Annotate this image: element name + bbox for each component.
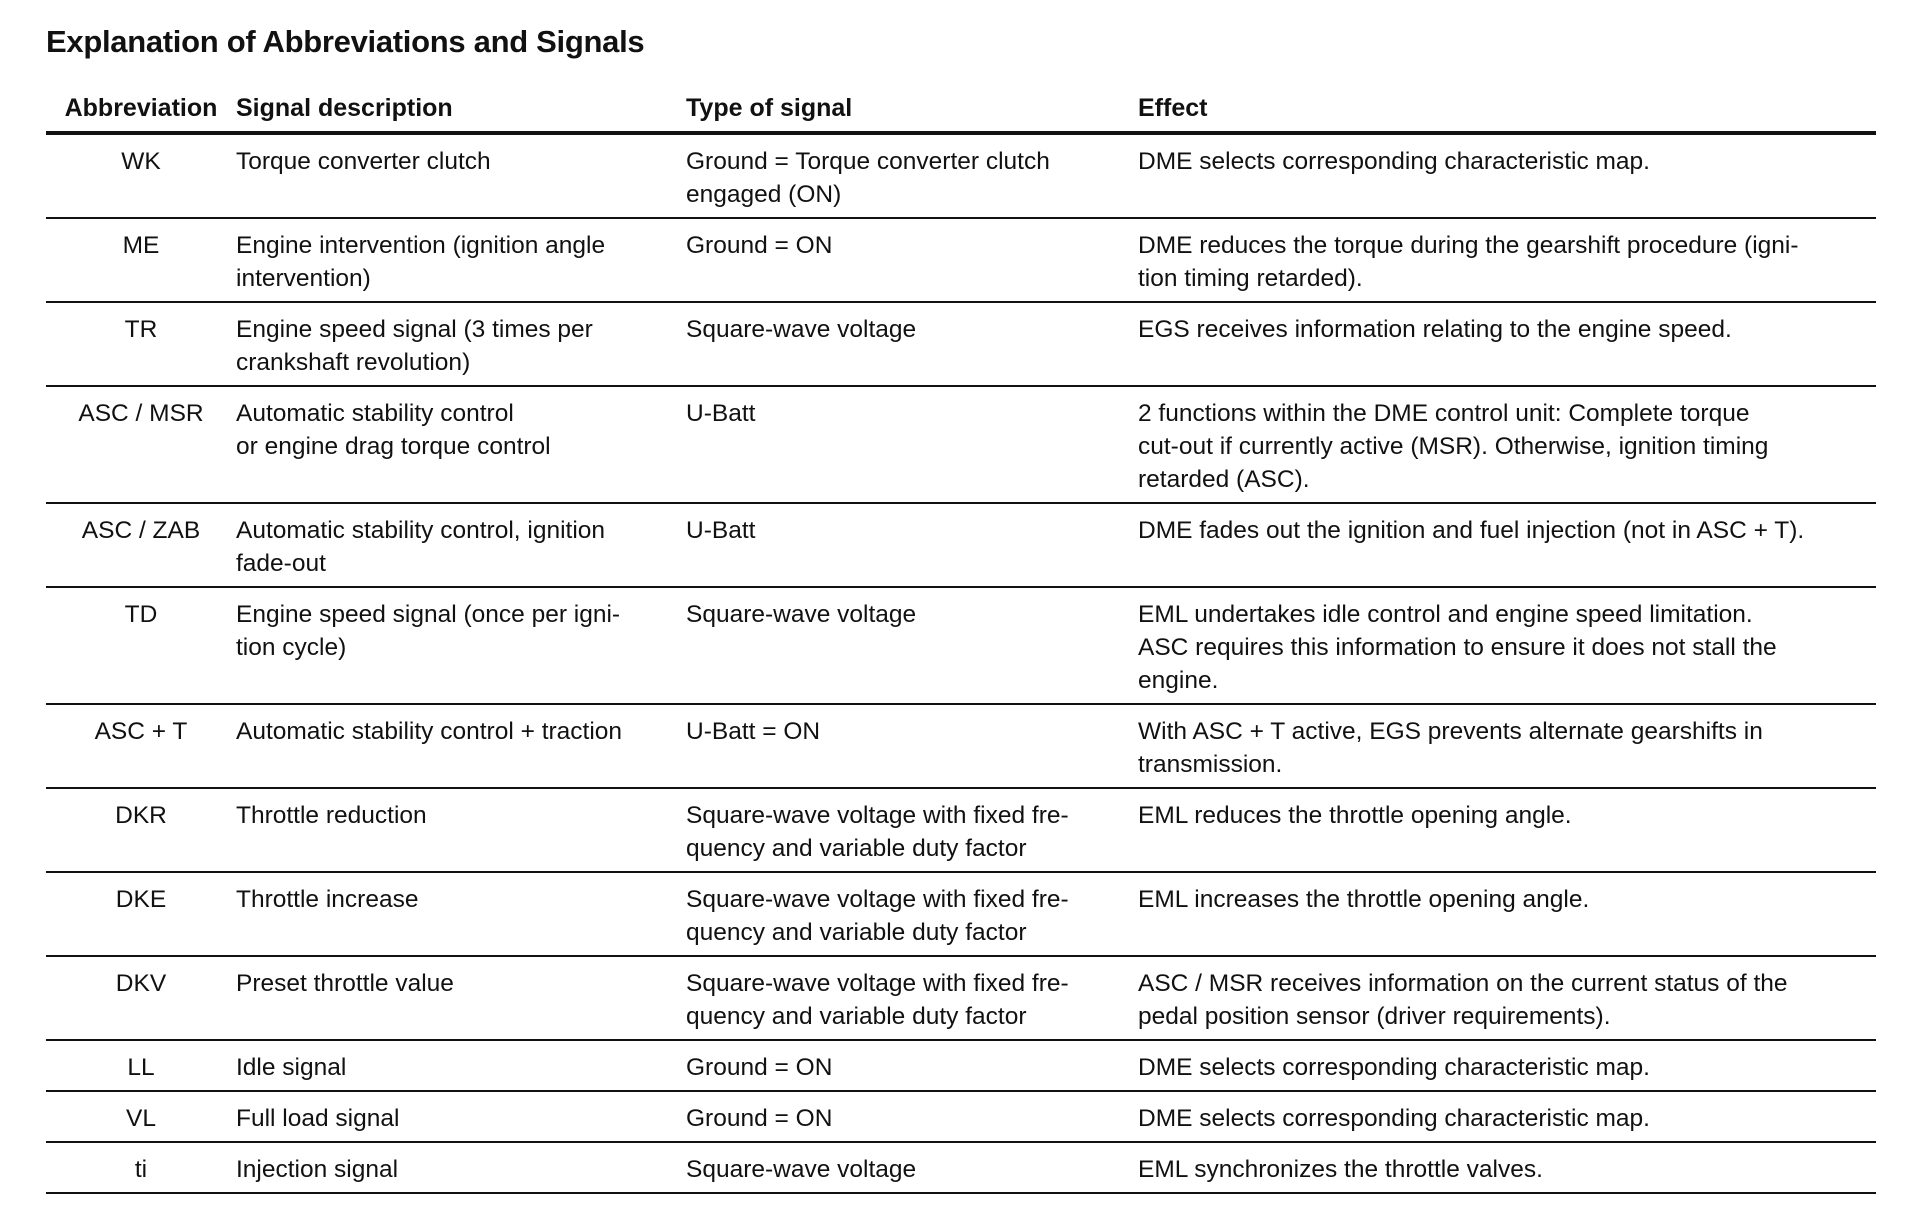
- abbreviation-cell: DKE: [46, 872, 236, 956]
- effect-cell: [1138, 956, 1876, 1040]
- header-row: [46, 88, 1876, 133]
- table-row: [46, 704, 1876, 788]
- table-body: [46, 133, 1876, 1193]
- signal-type-cell-line: U-Batt = ON: [686, 718, 821, 745]
- abbreviation-cell: ti: [46, 1142, 236, 1193]
- signal-description-cell-line: fade-out: [236, 550, 326, 577]
- table-row: [46, 587, 1876, 704]
- signal-description-cell: [236, 1040, 686, 1091]
- signal-type-cell: [686, 1091, 1138, 1142]
- signal-type-cell: [686, 1040, 1138, 1091]
- abbreviation-cell: WK: [46, 133, 236, 218]
- effect-cell: [1138, 788, 1876, 872]
- effect-cell-line: DME selects corresponding characteristic map.: [1138, 1054, 1650, 1081]
- signal-description-cell: [236, 1142, 686, 1193]
- signal-description-cell-line: Throttle reduction: [236, 802, 427, 829]
- signal-type-cell-line: Ground = ON: [686, 1105, 833, 1132]
- effect-cell-line: retarded (ASC).: [1138, 466, 1310, 493]
- table-row: [46, 872, 1876, 956]
- signal-description-cell: [236, 587, 686, 704]
- header-effect: Effect: [1138, 88, 1876, 133]
- effect-cell-line: 2 functions within the DME control unit: Complete torque: [1138, 400, 1750, 427]
- signal-type-cell-line: quency and variable duty factor: [686, 835, 1027, 862]
- signal-description-cell: [236, 1091, 686, 1142]
- effect-cell-line: cut-out if currently active (MSR). Otherwise, ignition timing: [1138, 433, 1769, 460]
- abbreviation-cell: VL: [46, 1091, 236, 1142]
- effect-cell-line: engine.: [1138, 667, 1219, 694]
- table-row: [46, 788, 1876, 872]
- signal-description-cell-line: Automatic stability control + traction: [236, 718, 623, 745]
- signal-type-cell: [686, 1142, 1138, 1193]
- signal-type-cell: [686, 218, 1138, 302]
- effect-cell-line: With ASC + T active, EGS prevents alternate gearshifts in: [1138, 718, 1763, 745]
- signal-description-cell: [236, 956, 686, 1040]
- signal-type-cell-line: Ground = Torque converter clutch: [686, 148, 1050, 175]
- effect-cell: [1138, 872, 1876, 956]
- signal-description-cell-line: Idle signal: [236, 1054, 347, 1081]
- abbreviation-cell: TD: [46, 587, 236, 704]
- header-abbreviation: Abbreviation: [46, 88, 236, 133]
- header-signal-description: Signal description: [236, 88, 686, 133]
- signal-type-cell: [686, 872, 1138, 956]
- effect-cell: [1138, 1091, 1876, 1142]
- signal-description-cell-line: intervention): [236, 265, 371, 292]
- signal-description-cell-line: tion cycle): [236, 634, 347, 661]
- signal-description-cell: [236, 218, 686, 302]
- effect-cell: [1138, 386, 1876, 503]
- signal-type-cell: [686, 302, 1138, 386]
- signals-table: [46, 88, 1876, 1194]
- signal-description-cell-line: or engine drag torque control: [236, 433, 551, 460]
- signal-type-cell-line: Square-wave voltage: [686, 601, 917, 628]
- signal-type-cell-line: Ground = ON: [686, 232, 833, 259]
- signal-description-cell: [236, 788, 686, 872]
- effect-cell-line: transmission.: [1138, 751, 1283, 778]
- table-row: [46, 302, 1876, 386]
- abbreviation-cell: ASC + T: [46, 704, 236, 788]
- effect-cell: [1138, 503, 1876, 587]
- signal-description-cell-line: crankshaft revolution): [236, 349, 471, 376]
- effect-cell-line: DME fades out the ignition and fuel injection (not in ASC + T).: [1138, 517, 1805, 544]
- table-row: [46, 1040, 1876, 1091]
- table-row: [46, 386, 1876, 503]
- effect-cell: [1138, 1040, 1876, 1091]
- signal-type-cell: [686, 956, 1138, 1040]
- signal-description-cell-line: Automatic stability control: [236, 400, 514, 427]
- abbreviation-cell: ASC / MSR: [46, 386, 236, 503]
- effect-cell-line: ASC / MSR receives information on the current status of the: [1138, 970, 1788, 997]
- signal-type-cell-line: quency and variable duty factor: [686, 1003, 1027, 1030]
- signal-description-cell: [236, 872, 686, 956]
- signal-description-cell: [236, 133, 686, 218]
- signal-type-cell: [686, 503, 1138, 587]
- signal-description-cell-line: Engine speed signal (once per igni-: [236, 601, 621, 628]
- signal-type-cell-line: Square-wave voltage: [686, 1156, 917, 1183]
- abbreviation-cell: ASC / ZAB: [46, 503, 236, 587]
- signal-type-cell: [686, 788, 1138, 872]
- signal-description-cell: [236, 503, 686, 587]
- abbreviation-cell: DKV: [46, 956, 236, 1040]
- signal-description-cell: [236, 302, 686, 386]
- table-row: [46, 956, 1876, 1040]
- signal-description-cell-line: Torque converter clutch: [236, 148, 491, 175]
- signal-type-cell: [686, 133, 1138, 218]
- effect-cell-line: pedal position sensor (driver requirements).: [1138, 1003, 1611, 1030]
- signal-type-cell-line: Ground = ON: [686, 1054, 833, 1081]
- abbreviation-cell: LL: [46, 1040, 236, 1091]
- table-row: [46, 133, 1876, 218]
- signal-description-cell: [236, 386, 686, 503]
- signal-type-cell-line: quency and variable duty factor: [686, 919, 1027, 946]
- signal-type-cell-line: engaged (ON): [686, 181, 842, 208]
- signal-description-cell-line: Engine speed signal (3 times per: [236, 316, 593, 343]
- signal-type-cell-line: Square-wave voltage: [686, 316, 917, 343]
- signal-type-cell-line: Square-wave voltage with fixed fre-: [686, 970, 1069, 997]
- effect-cell-line: EML synchronizes the throttle valves.: [1138, 1156, 1543, 1183]
- page-title: Explanation of Abbreviations and Signals: [46, 24, 645, 59]
- effect-cell: [1138, 1142, 1876, 1193]
- header-type-of-signal: Type of signal: [686, 88, 1138, 133]
- effect-cell-line: EML increases the throttle opening angle.: [1138, 886, 1590, 913]
- effect-cell-line: DME selects corresponding characteristic map.: [1138, 1105, 1650, 1132]
- signal-type-cell-line: U-Batt: [686, 400, 756, 427]
- signal-description-cell: [236, 704, 686, 788]
- signal-type-cell-line: U-Batt: [686, 517, 756, 544]
- signal-type-cell-line: Square-wave voltage with fixed fre-: [686, 886, 1069, 913]
- effect-cell: [1138, 218, 1876, 302]
- effect-cell: [1138, 302, 1876, 386]
- effect-cell-line: DME selects corresponding characteristic map.: [1138, 148, 1650, 175]
- signal-type-cell-line: Square-wave voltage with fixed fre-: [686, 802, 1069, 829]
- table-row: [46, 503, 1876, 587]
- signal-type-cell: [686, 587, 1138, 704]
- effect-cell-line: tion timing retarded).: [1138, 265, 1363, 292]
- abbreviation-cell: TR: [46, 302, 236, 386]
- signal-description-cell-line: Engine intervention (ignition angle: [236, 232, 606, 259]
- effect-cell-line: EML undertakes idle control and engine speed limitation.: [1138, 601, 1753, 628]
- signal-description-cell-line: Preset throttle value: [236, 970, 454, 997]
- effect-cell-line: EML reduces the throttle opening angle.: [1138, 802, 1572, 829]
- effect-cell: [1138, 704, 1876, 788]
- table-row: [46, 1091, 1876, 1142]
- signal-description-cell-line: Automatic stability control, ignition: [236, 517, 606, 544]
- abbreviation-cell: DKR: [46, 788, 236, 872]
- effect-cell-line: EGS receives information relating to the engine speed.: [1138, 316, 1732, 343]
- table-row: [46, 218, 1876, 302]
- signal-description-cell-line: Full load signal: [236, 1105, 400, 1132]
- effect-cell: [1138, 133, 1876, 218]
- signal-description-cell-line: Throttle increase: [236, 886, 419, 913]
- effect-cell: [1138, 587, 1876, 704]
- effect-cell-line: DME reduces the torque during the gearshift procedure (igni-: [1138, 232, 1799, 259]
- table-header: [46, 88, 1876, 133]
- abbreviation-cell: ME: [46, 218, 236, 302]
- signal-type-cell: [686, 704, 1138, 788]
- effect-cell-line: ASC requires this information to ensure it does not stall the: [1138, 634, 1777, 661]
- signal-description-cell-line: Injection signal: [236, 1156, 399, 1183]
- signal-type-cell: [686, 386, 1138, 503]
- table-row: [46, 1142, 1876, 1193]
